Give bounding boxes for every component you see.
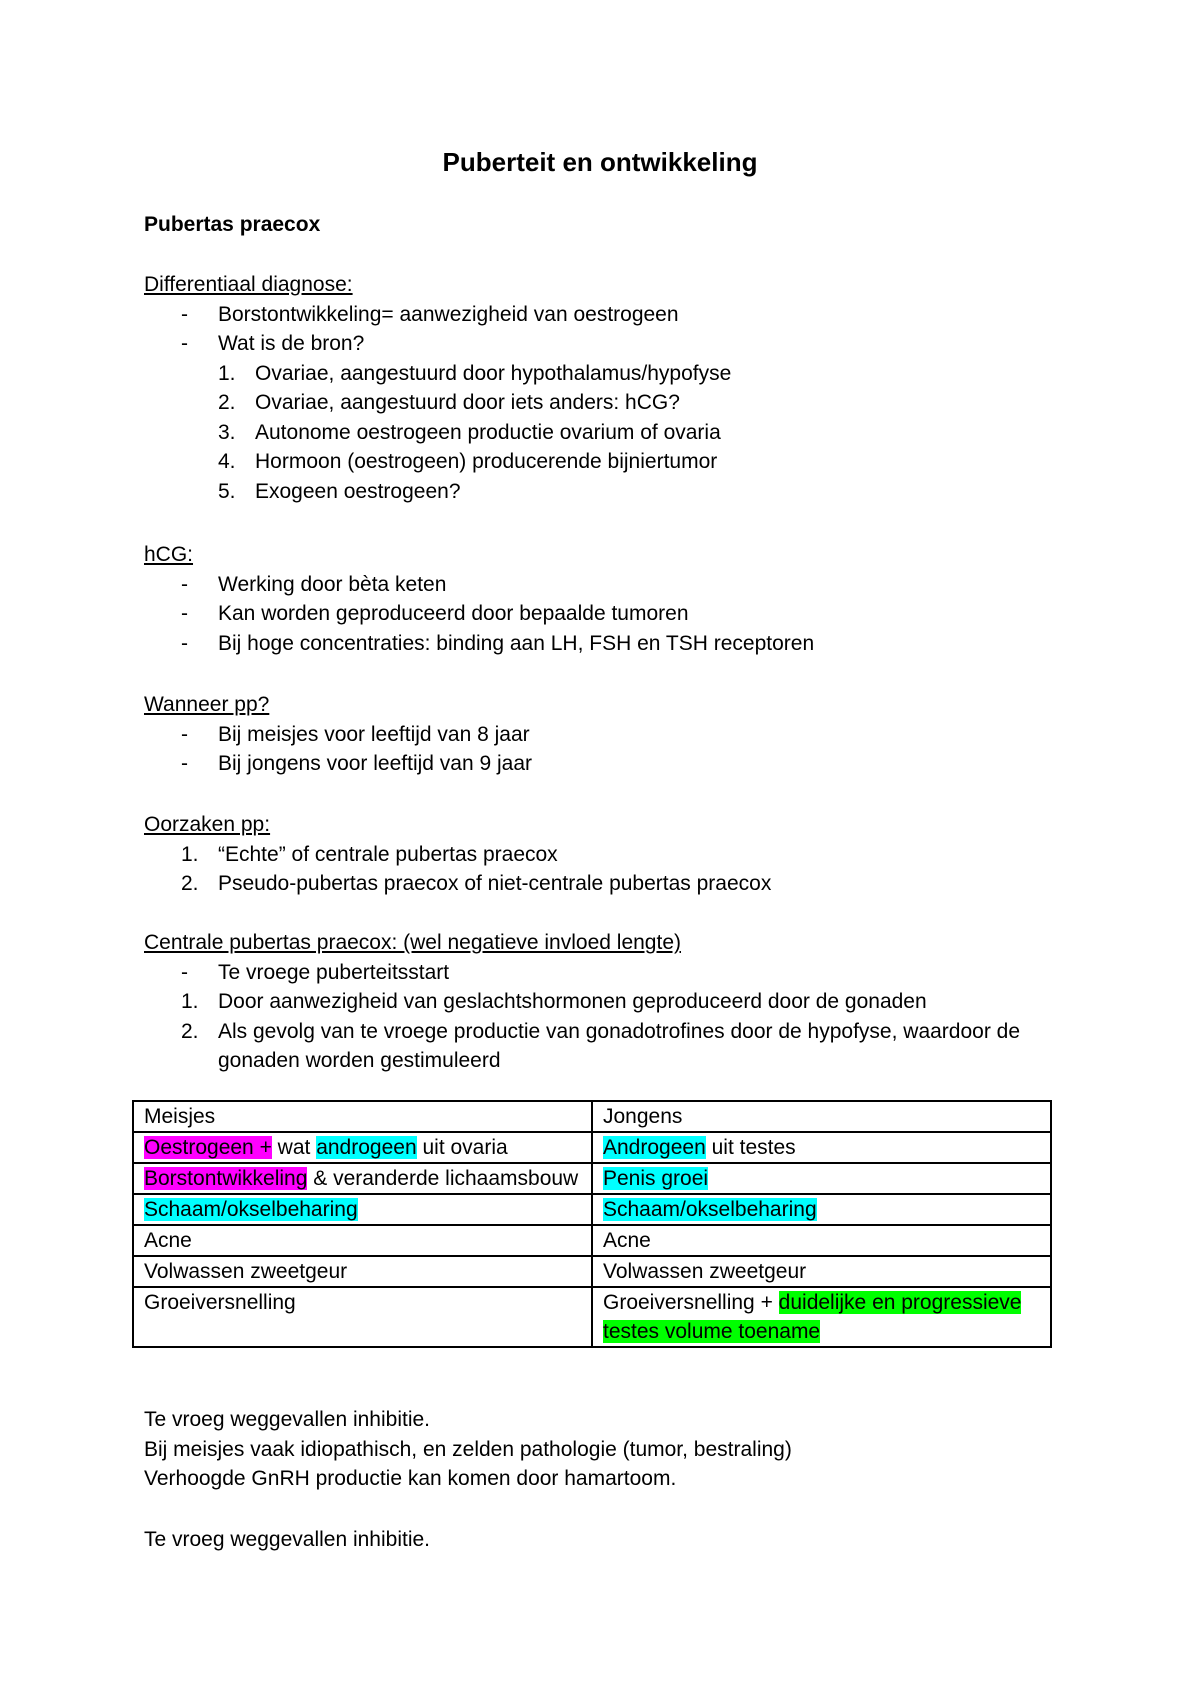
table-cell: Borstontwikkeling & veranderde lichaamsbouw bbox=[133, 1163, 592, 1194]
section-hcg bbox=[144, 540, 1074, 658]
bullet-dash: - bbox=[181, 602, 188, 625]
heading-oorzaken: Oorzaken pp: bbox=[144, 813, 271, 836]
paragraph: Verhoogde GnRH productie kan komen door hamartoom. bbox=[144, 1467, 677, 1490]
comparison-table bbox=[132, 1100, 1052, 1348]
bullet-dash: - bbox=[181, 302, 188, 326]
table-cell: Volwassen zweetgeur bbox=[133, 1256, 592, 1287]
heading-hcg: hCG: bbox=[144, 543, 194, 566]
table-row bbox=[133, 1256, 1051, 1287]
section-centraal bbox=[144, 928, 1074, 1076]
list-item: - Bij meisjes voor leeftijd van 8 jaar bbox=[144, 720, 1074, 750]
list-item: - Te vroege puberteitsstart bbox=[144, 958, 1074, 988]
list-item: - Bij jongens voor leeftijd van 9 jaar bbox=[144, 749, 1074, 779]
bullet-dash: - bbox=[181, 752, 188, 775]
heading-centraal: Centrale pubertas praecox: (wel negatieve invloed lengte) bbox=[144, 931, 681, 954]
list-item: 4. Hormoon (oestrogeen) producerende bijniertumor bbox=[218, 450, 718, 473]
table-row bbox=[133, 1287, 1051, 1347]
bullet-dash: - bbox=[181, 572, 188, 596]
table-cell: Acne bbox=[133, 1225, 592, 1256]
list-item: - Borstontwikkeling= aanwezigheid van oestrogeen bbox=[144, 300, 1074, 330]
list-item: 3. Autonome oestrogeen productie ovarium of ovaria bbox=[218, 420, 721, 444]
bullet-dash: - bbox=[181, 631, 188, 655]
paragraph: Te vroeg weggevallen inhibitie. bbox=[144, 1408, 431, 1431]
list-item: - Bij hoge concentraties: binding aan LH, FSH en TSH receptoren bbox=[144, 629, 1074, 659]
table-cell: Oestrogeen + wat androgeen uit ovaria bbox=[133, 1132, 592, 1163]
subtitle: Pubertas praecox bbox=[144, 213, 321, 236]
section-pubertas-praecox bbox=[144, 210, 1074, 240]
list-item: - Werking door bèta keten bbox=[144, 570, 1074, 600]
list-item: 2. Als gevolg van te vroege productie van gonadotrofines door de hypofyse, waardoor de gonaden worden gestimuleerd bbox=[181, 1019, 1021, 1072]
paragraph: Bij meisjes vaak idiopathisch, en zelden pathologie (tumor, bestraling) bbox=[144, 1437, 792, 1461]
table-cell: Schaam/okselbeharing bbox=[592, 1194, 1051, 1225]
list-item: 2. Ovariae, aangestuurd door iets anders: hCG? bbox=[218, 391, 680, 414]
section-wanneer bbox=[144, 690, 1074, 779]
section-differential bbox=[144, 270, 1074, 506]
paragraph: Te vroeg weggevallen inhibitie. bbox=[144, 1528, 431, 1551]
table-cell: Androgeen uit testes bbox=[592, 1132, 1051, 1163]
table-row bbox=[133, 1225, 1051, 1256]
table-cell: Penis groei bbox=[592, 1163, 1051, 1194]
heading-wanneer: Wanneer pp? bbox=[144, 693, 270, 716]
table-row bbox=[133, 1163, 1051, 1194]
table-row bbox=[133, 1194, 1051, 1225]
table-cell: Schaam/okselbeharing bbox=[133, 1194, 592, 1225]
table-row bbox=[133, 1132, 1051, 1163]
table-cell: Acne bbox=[592, 1225, 1051, 1256]
list-item: 1. “Echte” of centrale pubertas praecox bbox=[181, 842, 558, 866]
table-header-cell: Meisjes bbox=[133, 1101, 592, 1132]
bullet-dash: - bbox=[181, 722, 188, 746]
list-item: 1. Ovariae, aangestuurd door hypothalamus/hypofyse bbox=[218, 361, 732, 385]
list-item: 2. Pseudo-pubertas praecox of niet-centrale pubertas praecox bbox=[181, 872, 772, 895]
heading-differential: Differentiaal diagnose: bbox=[144, 273, 353, 296]
table-cell: Volwassen zweetgeur bbox=[592, 1256, 1051, 1287]
list-item: - Kan worden geproduceerd door bepaalde tumoren bbox=[144, 599, 1074, 629]
table-cell: Groeiversnelling bbox=[133, 1287, 592, 1347]
list-item: 5. Exogeen oestrogeen? bbox=[218, 479, 461, 503]
section-final bbox=[144, 1525, 1074, 1555]
bullet-dash: - bbox=[181, 960, 188, 984]
section-oorzaken bbox=[144, 810, 1074, 899]
bullet-dash: - bbox=[181, 332, 188, 355]
document-title: Puberteit en ontwikkeling bbox=[442, 147, 758, 177]
table-header-row bbox=[133, 1101, 1051, 1132]
section-notes bbox=[144, 1405, 1074, 1494]
table-cell: Groeiversnelling + duidelijke en progressieve testes volume toename bbox=[592, 1287, 1051, 1347]
list-item: 1. Door aanwezigheid van geslachtshormonen geproduceerd door de gonaden bbox=[181, 990, 927, 1013]
table-header-cell: Jongens bbox=[592, 1101, 1051, 1132]
list-item: - Wat is de bron? bbox=[144, 329, 1074, 359]
